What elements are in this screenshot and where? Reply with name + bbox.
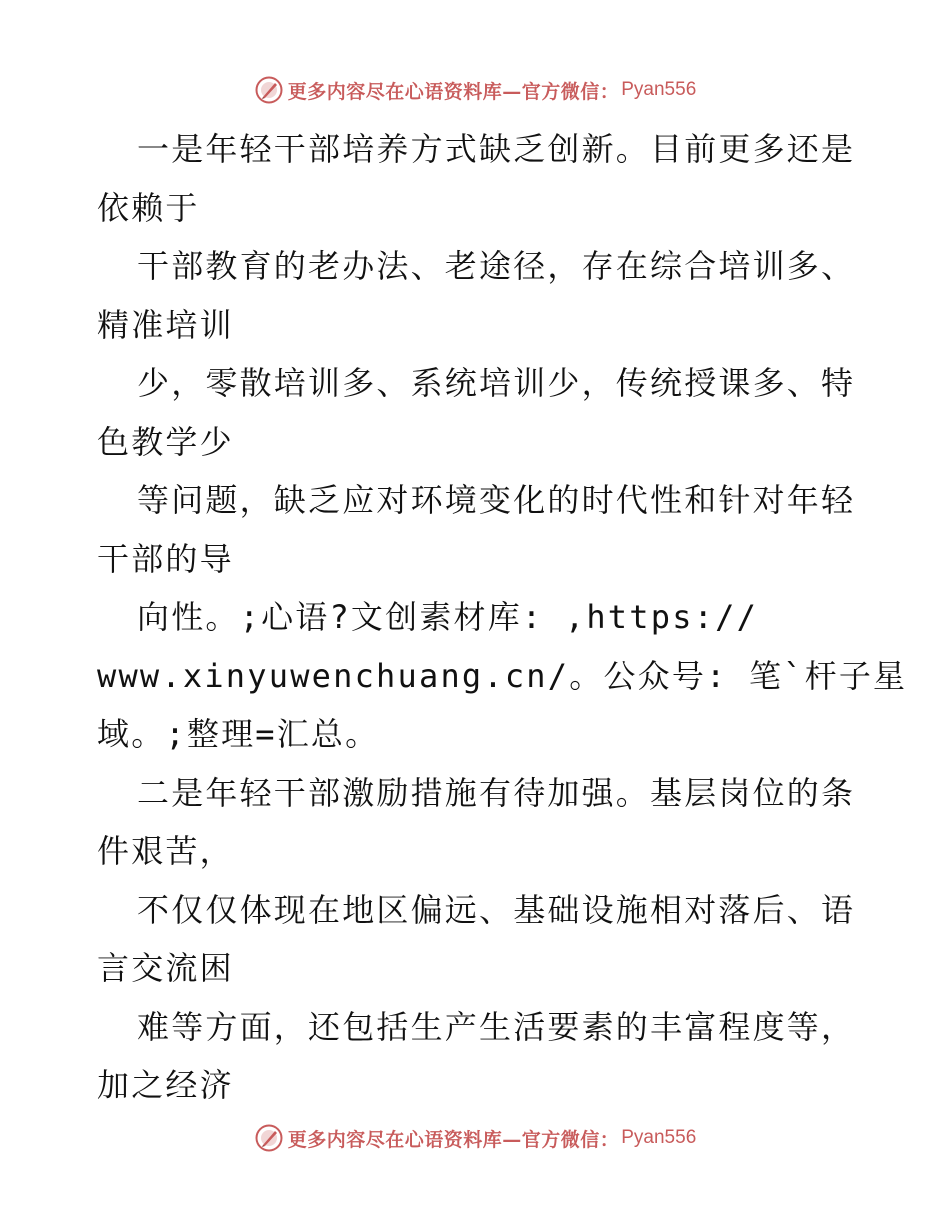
feather-pen-seal-icon [254,1123,284,1153]
footer-banner-wechat-id: Pyan556 [621,1127,697,1148]
text-line: 不仅仅体现在地区偏远、基础设施相对落后、语 [137,890,856,929]
text-line: 言交流困 [97,949,234,987]
text-line: 件艰苦， [97,832,234,870]
footer-watermark-banner [0,1118,950,1158]
text-line: www.xinyuwenchuang.cn/。公众号: 笔`杆子星 [97,656,908,695]
text-line: 一是年轻干部培养方式缺乏创新。目前更多还是 [137,130,856,168]
text-line: 依赖于 [97,188,200,227]
text-line: 加之经济 [97,1066,234,1104]
text-line: 二是年轻干部激励措施有待加强。基层岗位的条 [137,773,856,812]
header-banner-text: 更多内容尽在心语资料库—官方微信： [287,80,620,103]
feather-pen-seal-icon [254,75,284,105]
header-watermark-banner [0,70,950,110]
footer-banner-text: 更多内容尽在心语资料库—官方微信： [287,1128,620,1151]
text-line: 等问题，缺乏应对环境变化的时代性和针对年轻 [137,481,856,519]
document-body [97,120,908,1115]
header-banner-wechat-id: Pyan556 [621,79,697,100]
text-line: 色教学少 [97,422,234,461]
text-line: 干部的导 [97,539,234,578]
text-line: 向性。;心语?文创素材库: ,https:// [137,598,759,636]
text-line: 域。;整理=汇总。 [97,715,380,753]
text-line: 干部教育的老办法、老途径，存在综合培训多、 [137,247,856,285]
text-line: 精准培训 [97,305,234,344]
text-line: 难等方面，还包括生产生活要素的丰富程度等， [137,1007,856,1046]
text-line: 少，零散培训多、系统培训少，传统授课多、特 [137,364,856,402]
